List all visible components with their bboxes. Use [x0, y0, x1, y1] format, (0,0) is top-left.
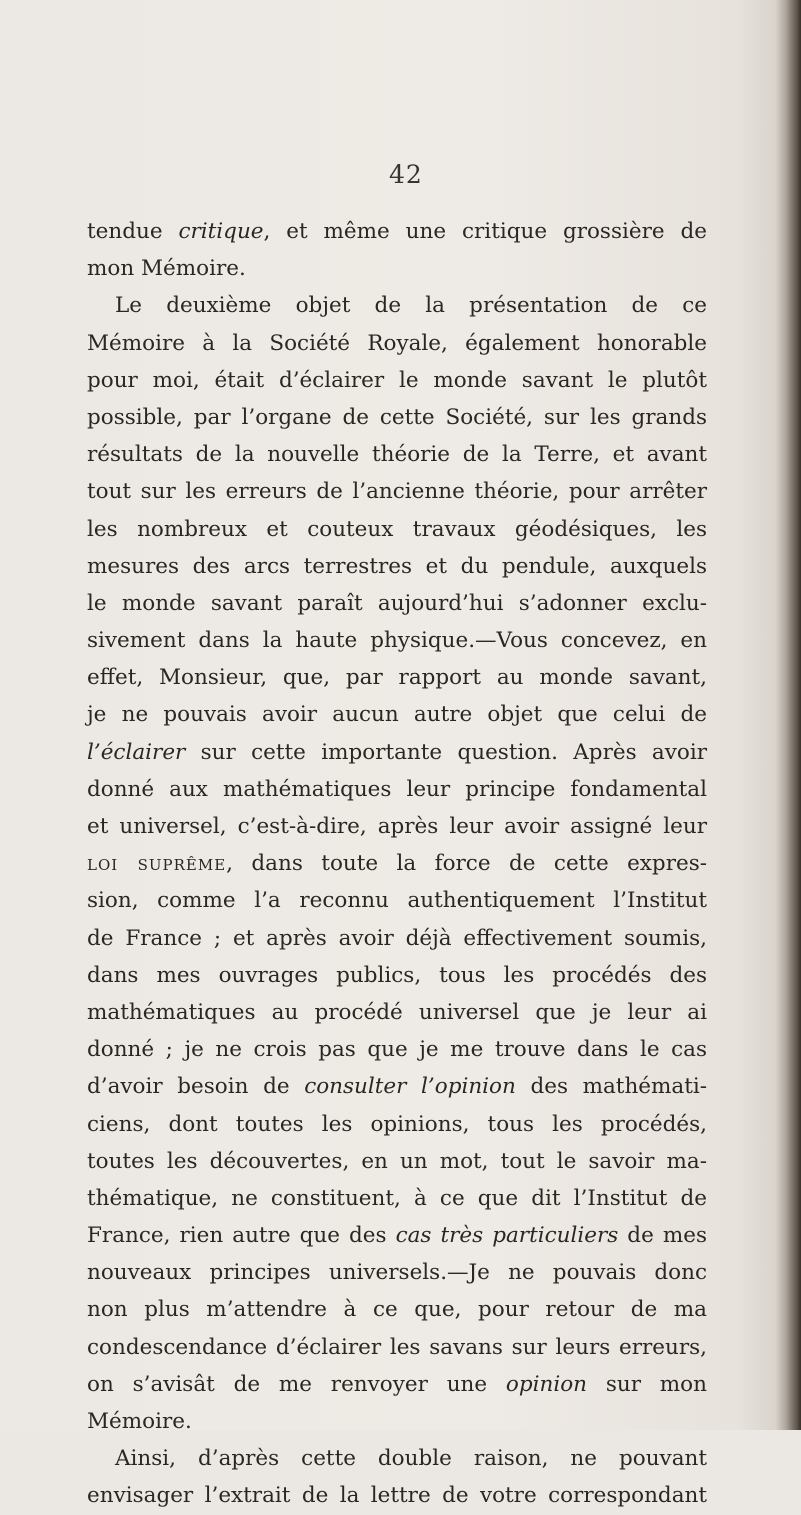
- text-line: [87, 213, 707, 250]
- text-line: [87, 882, 707, 919]
- text-line: [87, 659, 707, 696]
- text-segment: on s’avisât de me renvoyer une: [87, 1371, 506, 1397]
- text-line: [87, 436, 707, 473]
- text-line: [87, 585, 707, 622]
- text-segment: , dans toute la force de cette expres-: [226, 851, 707, 877]
- text-line: [87, 473, 707, 510]
- text-line: [87, 1254, 707, 1291]
- text-segment: nouveaux principes universels.—Je ne pouvais donc: [87, 1260, 707, 1286]
- text-segment: et universel, c’est-à-dire, après leur avoir assigné leur: [87, 814, 707, 839]
- text-segment: Le deuxième objet de la présentation de ce: [115, 293, 707, 319]
- text-segment: je ne pouvais avoir aucun autre objet que celui de: [87, 702, 707, 728]
- text-segment: sivement dans la haute physique.—Vous concevez, en: [87, 628, 707, 654]
- text-segment: donné ; je ne crois pas que je me trouve dans le cas: [87, 1037, 707, 1063]
- text-line: [87, 325, 707, 362]
- italic-text: critique: [178, 219, 264, 244]
- text-line: [87, 957, 707, 994]
- text-line: [87, 994, 707, 1031]
- text-segment: sur cette importante question. Après avoir: [185, 739, 707, 765]
- text-line: [87, 1217, 707, 1254]
- text-segment: tendue: [87, 219, 179, 244]
- small-caps-text: loi suprême: [87, 851, 227, 877]
- text-segment: toutes les découvertes, en un mot, tout le savoir ma-: [87, 1148, 707, 1174]
- text-segment: de France ; et après avoir déjà effectivement soumis,: [87, 925, 707, 951]
- text-line: [87, 734, 707, 771]
- text-segment: , et même une critique grossière de: [263, 219, 707, 244]
- text-segment: résultats de la nouvelle théorie de la Terre, et avant: [87, 442, 707, 468]
- page-number: 42: [389, 160, 423, 189]
- text-segment: ciens, dont toutes les opinions, tous les procédés,: [87, 1111, 707, 1137]
- text-segment: le monde savant paraît aujourd’hui s’adonner exclu-: [87, 590, 707, 616]
- text-segment: non plus m’attendre à ce que, pour retour de ma: [87, 1297, 707, 1323]
- text-segment: mon Mémoire.: [87, 256, 246, 282]
- italic-text: l’éclairer: [87, 739, 186, 765]
- text-line: [87, 511, 707, 548]
- text-line: [87, 1329, 707, 1366]
- page-binding-edge: [775, 0, 801, 1430]
- text-segment: mathématiques au procédé universel que je leur ai: [87, 999, 707, 1025]
- text-segment: de mes: [618, 1223, 707, 1249]
- text-line: [87, 548, 707, 585]
- text-line: [87, 771, 707, 808]
- text-segment: d’avoir besoin de: [87, 1074, 305, 1100]
- italic-text: opinion: [505, 1371, 588, 1397]
- text-segment: thématique, ne constituent, à ce que dit l’Institut de: [87, 1185, 707, 1211]
- text-line: [87, 1180, 707, 1217]
- text-line: [87, 1366, 707, 1403]
- italic-text: consulter l’opinion: [304, 1074, 516, 1100]
- text-segment: tout sur les erreurs de l’ancienne théorie, pour arrêter: [87, 479, 707, 505]
- text-segment: mesures des arcs terrestres et du pendule, auxquels: [87, 553, 707, 579]
- italic-text: cas très particuliers: [395, 1223, 619, 1249]
- text-line: [87, 808, 707, 845]
- text-line: [87, 1291, 707, 1328]
- text-line: [87, 1068, 707, 1105]
- text-segment: effet, Monsieur, que, par rapport au monde savant,: [87, 665, 707, 691]
- text-segment: France, rien autre que des: [87, 1223, 396, 1249]
- text-segment: sur mon: [587, 1371, 707, 1397]
- text-line: [87, 362, 707, 399]
- text-line: [87, 696, 707, 733]
- text-segment: possible, par l’organe de cette Société, sur les grands: [87, 404, 707, 430]
- text-line: [87, 399, 707, 436]
- text-segment: Mémoire à la Société Royale, également honorable: [87, 330, 707, 356]
- text-segment: des mathémati-: [515, 1074, 707, 1100]
- text-line: [87, 845, 707, 882]
- text-segment: donné aux mathématiques leur principe fondamental: [87, 776, 707, 802]
- text-line: [87, 1106, 707, 1143]
- text-line: [87, 1403, 707, 1440]
- text-segment: dans mes ouvrages publics, tous les procédés des: [87, 962, 707, 988]
- text-line: [87, 1143, 707, 1180]
- text-line: [87, 1440, 707, 1477]
- text-segment: Mémoire.: [87, 1409, 192, 1434]
- body-text: [87, 213, 707, 1515]
- text-line: [87, 920, 707, 957]
- text-segment: condescendance d’éclairer les savans sur leurs erreurs,: [87, 1334, 707, 1360]
- text-segment: sion, comme l’a reconnu authentiquement l’Institut: [87, 888, 707, 914]
- text-line: [87, 287, 707, 324]
- text-line: [87, 1031, 707, 1068]
- text-segment: Ainsi, d’après cette double raison, ne pouvant: [115, 1446, 707, 1472]
- text-line: [87, 1477, 707, 1514]
- text-line: [87, 622, 707, 659]
- text-line: [87, 250, 707, 287]
- text-segment: les nombreux et couteux travaux géodésiques, les: [87, 516, 707, 542]
- text-segment: pour moi, était d’éclairer le monde savant le plutôt: [87, 367, 707, 393]
- text-segment: envisager l’extrait de la lettre de votre correspondant: [87, 1483, 707, 1509]
